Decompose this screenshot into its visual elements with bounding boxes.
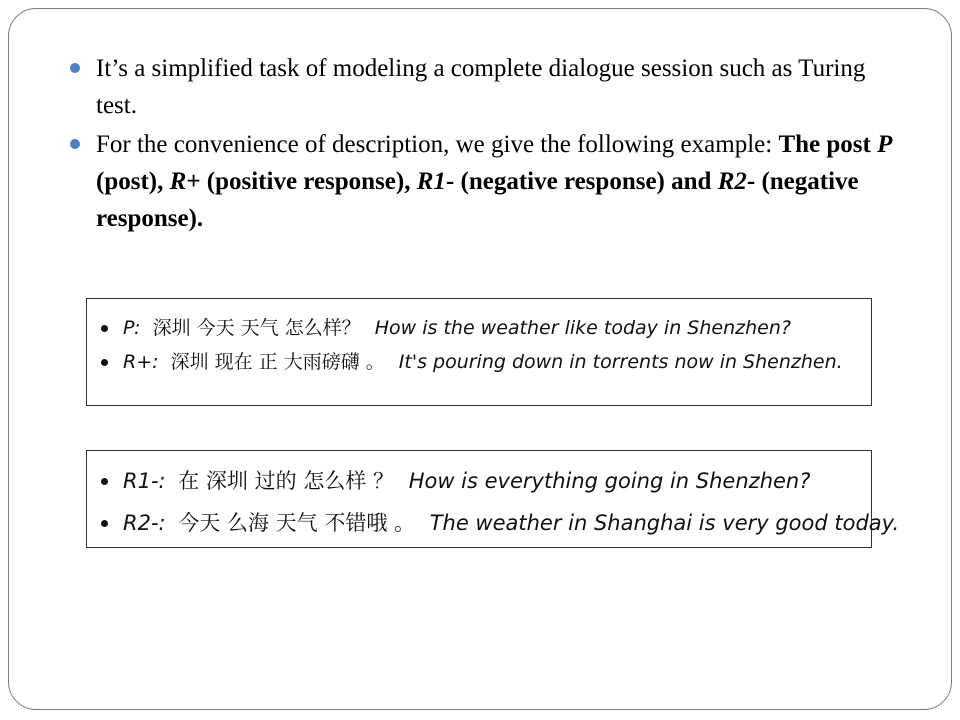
italic-symbol-p: P bbox=[877, 131, 893, 158]
example-box-negatives bbox=[86, 450, 900, 548]
italic-symbol-r1: R1 bbox=[416, 168, 446, 195]
example-english-text: It's pouring down in torrents now in Shenzhen. bbox=[398, 351, 843, 373]
italic-symbol-r-plus: R+ bbox=[169, 168, 201, 195]
bullet-text-intro: For the convenience of description, we give the following example: bbox=[96, 131, 779, 158]
bold-text: - (negative response). bbox=[96, 168, 859, 232]
slide-content bbox=[66, 50, 896, 239]
bullet-dot-icon bbox=[101, 478, 108, 485]
example-chinese-text: 深圳 今天 天气 怎么样？ bbox=[152, 317, 361, 339]
example-chinese-text: 今天 么海 天气 不错哦 。 bbox=[178, 511, 415, 535]
bold-text: - (negative response) and bbox=[445, 168, 718, 195]
example-chinese-text: 在 深圳 过的 怎么样 ？ bbox=[178, 469, 394, 493]
bullet-dot-icon bbox=[101, 520, 108, 527]
bullet-dot-icon bbox=[70, 63, 80, 73]
example-line-negative-1 bbox=[87, 460, 871, 502]
example-english-text: The weather in Shanghai is very good today. bbox=[429, 511, 900, 535]
example-label: R2-: bbox=[123, 511, 166, 535]
italic-symbol-r2: R2 bbox=[717, 168, 747, 195]
bold-text: (positive response), bbox=[200, 168, 417, 195]
bullet-dot-icon bbox=[70, 139, 80, 149]
bold-text: The post bbox=[778, 131, 878, 158]
example-label: R+: bbox=[123, 351, 159, 373]
example-label: R1-: bbox=[123, 469, 166, 493]
example-line-negative-2 bbox=[87, 502, 900, 544]
bullet-text: It’s a simplified task of modeling a complete dialogue session such as Turing test. bbox=[96, 55, 866, 119]
example-line-post bbox=[87, 311, 871, 345]
bullet-dot-icon bbox=[101, 359, 108, 366]
example-english-text: How is everything going in Shenzhen? bbox=[408, 469, 811, 493]
example-box-post bbox=[86, 298, 872, 406]
bullet-item bbox=[66, 50, 896, 124]
bold-text: (post), bbox=[96, 168, 170, 195]
example-line-positive-response bbox=[87, 345, 871, 379]
example-label: P: bbox=[123, 317, 141, 339]
bullet-item bbox=[66, 126, 896, 237]
example-english-text: How is the weather like today in Shenzhen? bbox=[374, 317, 791, 339]
bullet-dot-icon bbox=[101, 325, 108, 332]
example-chinese-text: 深圳 现在 正 大雨磅礴 。 bbox=[170, 351, 385, 373]
